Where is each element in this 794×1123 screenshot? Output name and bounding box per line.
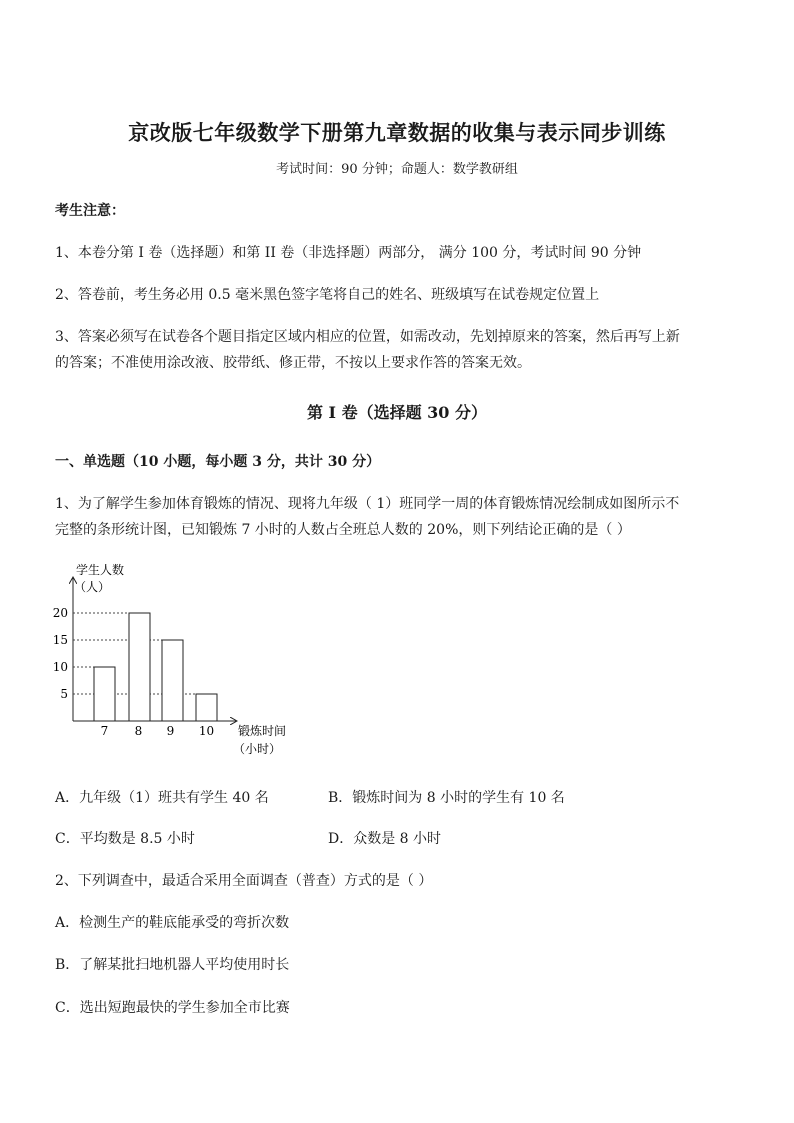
x-tick-label: 10 (198, 724, 215, 738)
question-stem: 完整的条形统计图，已知锻炼 7 小时的人数占全班总人数的 20%，则下列结论正确的是（ ） (55, 522, 631, 538)
y-tick-label: 10 (52, 660, 68, 674)
bar-chart (50, 560, 310, 760)
x-tick-label: 7 (100, 724, 109, 738)
section-title: 第 I 卷（选择题 30 分） (306, 403, 488, 422)
q2-option-a[interactable]: A．检测生产的鞋底能承受的弯折次数 (55, 915, 290, 931)
q1-option-b[interactable]: B．锻炼时间为 8 小时的学生有 10 名 (328, 790, 565, 806)
note-line: 的答案；不准使用涂改液、胶带纸、修正带，不按以上要求作答的答案无效。 (55, 355, 531, 371)
bar (162, 640, 183, 721)
note-line: 2、答卷前，考生务必用 0.5 毫米黑色签字笔将自己的姓名、班级填写在试卷规定位置上 (55, 287, 600, 303)
x-tick-label: 8 (134, 724, 143, 738)
bar (196, 694, 217, 721)
y-axis-label: 学生人数 (76, 563, 125, 577)
x-axis-label: 锻炼时间 (238, 724, 287, 738)
y-tick-label: 15 (52, 633, 68, 647)
q1-option-d[interactable]: D．众数是 8 小时 (328, 831, 442, 847)
x-axis-unit: （小时） (233, 742, 282, 756)
y-tick-label: 20 (52, 606, 68, 620)
notes-heading: 考生注意： (55, 203, 125, 219)
note-line: 1、本卷分第 I 卷（选择题）和第 II 卷（非选择题）两部分， 满分 100 分，考试时间 90 分钟 (55, 245, 642, 261)
page-title: 京改版七年级数学下册第九章数据的收集与表示同步训练 (128, 120, 666, 145)
y-axis-unit: （人） (74, 580, 111, 594)
x-tick-label: 9 (166, 724, 175, 738)
q1-option-a[interactable]: A．九年级（1）班共有学生 40 名 (55, 790, 269, 806)
part-title: 一、单选题（10 小题，每小题 3 分，共计 30 分） (55, 454, 381, 470)
q1-option-c[interactable]: C．平均数是 8.5 小时 (55, 831, 195, 847)
y-tick-label: 5 (60, 687, 68, 701)
exam-info: 考试时间：90 分钟；命题人：数学教研组 (276, 162, 518, 177)
q2-option-b[interactable]: B．了解某批扫地机器人平均使用时长 (55, 957, 290, 973)
bar (129, 613, 150, 721)
question-stem: 1、为了解学生参加体育锻炼的情况、现将九年级（ 1）班同学一周的体育锻炼情况绘制成如图所示不 (55, 496, 680, 512)
note-line: 3、答案必须写在试卷各个题目指定区域内相应的位置，如需改动，先划掉原来的答案，然后再写上新 (55, 329, 680, 345)
question-stem: 2、下列调查中，最适合采用全面调查（普查）方式的是（ ） (55, 873, 433, 889)
q2-option-c[interactable]: C．选出短跑最快的学生参加全市比赛 (55, 1000, 290, 1016)
bar (94, 667, 115, 721)
